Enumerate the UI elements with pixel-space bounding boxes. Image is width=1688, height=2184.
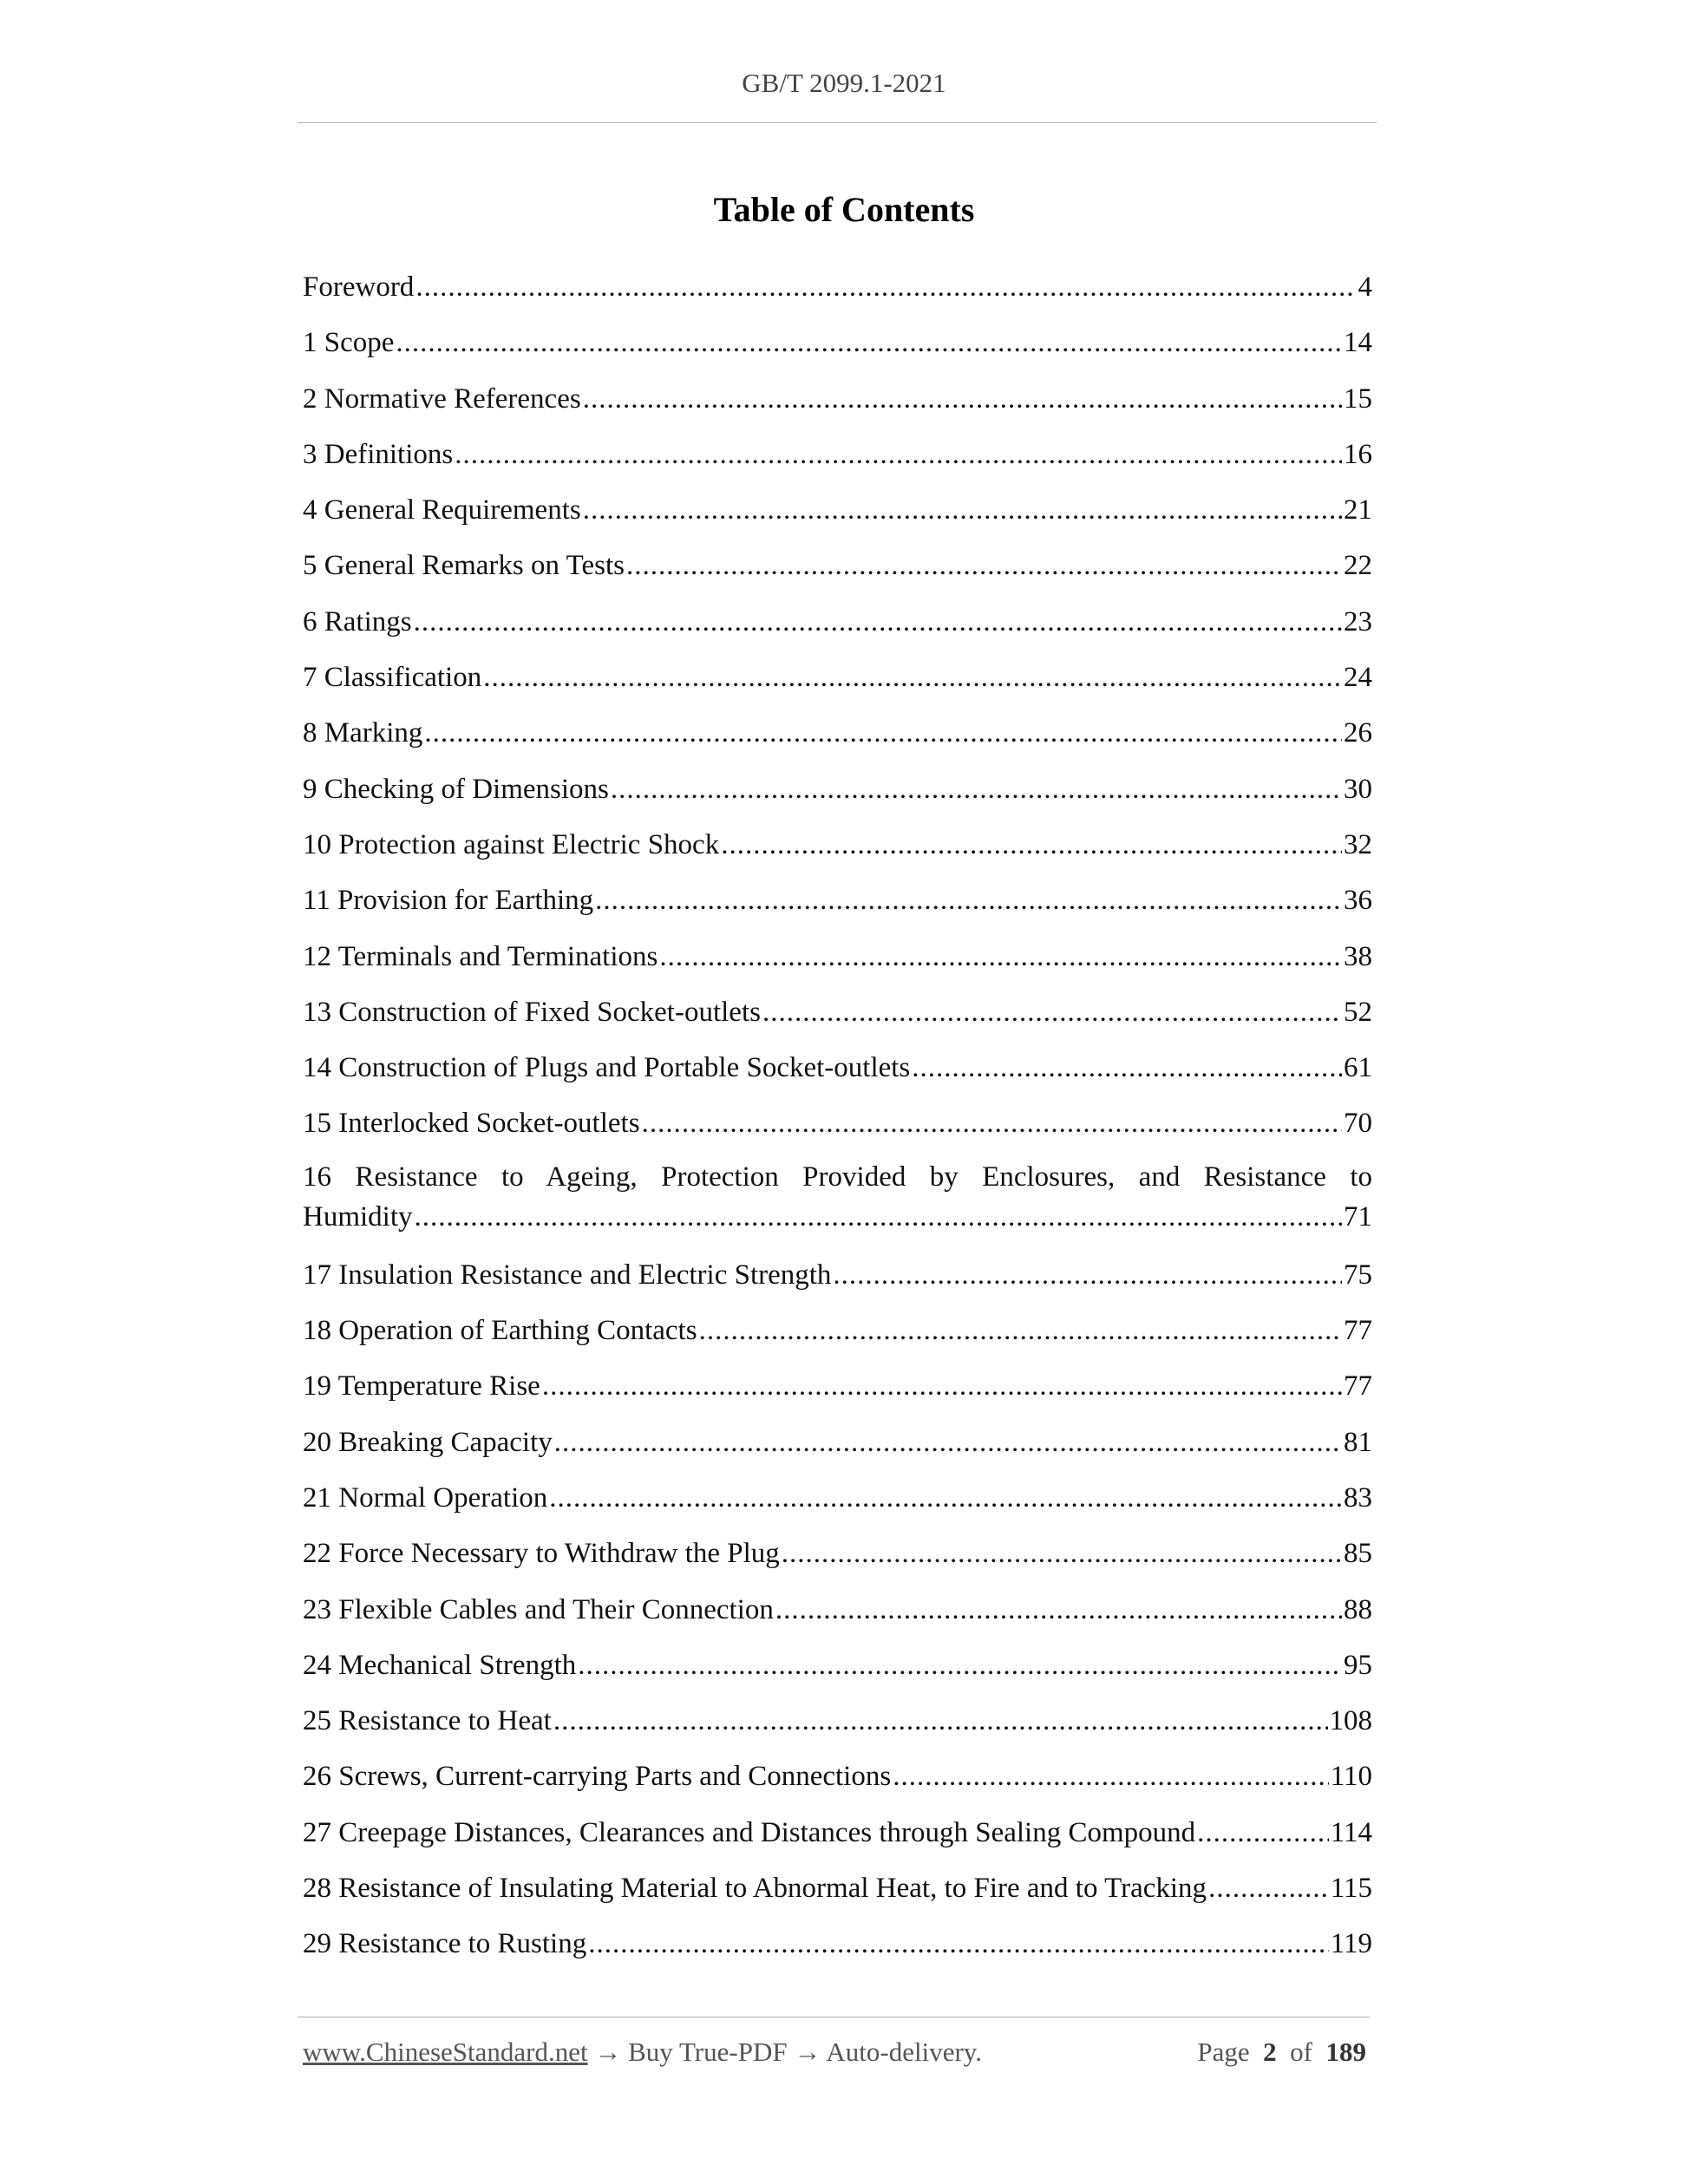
toc-entry[interactable] (303, 543, 1372, 598)
page-number (1197, 2037, 1366, 2068)
toc-entry[interactable] (303, 376, 1372, 432)
toc-entry-label: 11 Provision for Earthing (303, 885, 594, 917)
toc-entry[interactable] (303, 1866, 1372, 1921)
website-link[interactable]: www.ChineseStandard.net (303, 2037, 588, 2067)
toc-entry-page: 75 (1344, 1259, 1372, 1291)
toc-leader-dots (893, 1754, 1329, 1799)
toc-entry[interactable] (303, 878, 1372, 933)
toc-leader-dots (588, 1921, 1328, 1966)
toc-leader-dots (483, 655, 1342, 700)
toc-entry-page: 21 (1344, 494, 1372, 526)
toc-leader-dots (1208, 1866, 1329, 1911)
toc-entry-label: 27 Creepage Distances, Clearances and Distances through Sealing Compound (303, 1816, 1196, 1848)
toc-entry-label: Foreword (303, 271, 415, 303)
toc-leader-dots (642, 1101, 1342, 1146)
toc-leader-dots (549, 1475, 1342, 1520)
footer-promo (303, 2037, 982, 2068)
toc-entry[interactable] (303, 934, 1372, 990)
current-page: 2 (1263, 2037, 1277, 2067)
toc-entry-page: 38 (1344, 940, 1372, 972)
toc-entry[interactable] (303, 655, 1372, 710)
toc-entry-page: 95 (1344, 1649, 1372, 1681)
toc-entry-page: 85 (1344, 1538, 1372, 1570)
toc-entry[interactable] (303, 710, 1372, 766)
toc-entry-label: 14 Construction of Plugs and Portable Socket-outlets (303, 1052, 911, 1084)
toc-entry[interactable] (303, 1475, 1372, 1531)
toc-entry[interactable] (303, 1045, 1372, 1101)
toc-entry-label: 5 General Remarks on Tests (303, 550, 625, 582)
toc-entry[interactable] (303, 1810, 1372, 1866)
toc-entry-label: 13 Construction of Fixed Socket-outlets (303, 996, 761, 1028)
toc-leader-dots (912, 1045, 1342, 1090)
toc-leader-dots (553, 1698, 1328, 1743)
toc-entry-label: 19 Temperature Rise (303, 1370, 540, 1403)
toc-leader-dots (396, 320, 1342, 365)
toc-entry-label: 8 Marking (303, 717, 423, 749)
toc-entry[interactable] (303, 432, 1372, 487)
toc-entry[interactable] (303, 1420, 1372, 1475)
toc-entry-page: 77 (1344, 1370, 1372, 1403)
toc-leader-dots (1197, 1810, 1329, 1855)
toc-leader-dots (583, 376, 1342, 422)
toc-entry-page: 16 (1344, 438, 1372, 470)
toc-entry-page: 61 (1344, 1052, 1372, 1084)
toc-entry-label: 25 Resistance to Heat (303, 1705, 552, 1737)
toc-entry-label: 3 Definitions (303, 438, 454, 470)
header-divider (298, 122, 1377, 123)
toc-entry[interactable] (303, 822, 1372, 878)
toc-entry-page: 77 (1344, 1315, 1372, 1347)
toc-entry-label: 20 Breaking Capacity (303, 1426, 553, 1458)
toc-entry[interactable] (303, 1308, 1372, 1363)
toc-entry-label: 26 Screws, Current-carrying Parts and Connections (303, 1761, 892, 1793)
running-header: GB/T 2099.1-2021 (742, 68, 946, 98)
toc-entry-page: 52 (1344, 996, 1372, 1028)
page-footer (303, 2037, 1366, 2068)
toc-entry-label: 29 Resistance to Rusting (303, 1928, 587, 1960)
toc-entry-page: 81 (1344, 1426, 1372, 1458)
toc-leader-dots (611, 767, 1342, 812)
toc-leader-dots (455, 432, 1342, 477)
toc-leader-dots (595, 878, 1342, 923)
auto-delivery-text: Auto-delivery. (826, 2037, 983, 2067)
arrow-right-icon: → (794, 2037, 821, 2067)
toc-leader-dots (762, 990, 1342, 1035)
toc-entry[interactable] (303, 767, 1372, 822)
toc-entry[interactable] (303, 487, 1372, 543)
toc-entry-page: 110 (1330, 1761, 1372, 1793)
toc-entry[interactable] (303, 1101, 1372, 1156)
toc-entry[interactable] (303, 1754, 1372, 1809)
toc-leader-dots (542, 1363, 1342, 1409)
toc-entry-label: 4 General Requirements (303, 494, 581, 526)
toc-entry[interactable] (303, 1643, 1372, 1698)
toc-entry-page: 26 (1344, 717, 1372, 749)
toc-entry[interactable] (303, 1587, 1372, 1643)
toc-entry-page: 23 (1344, 605, 1372, 638)
toc-entry-page: 32 (1344, 828, 1372, 860)
toc-entry-label: 18 Operation of Earthing Contacts (303, 1315, 697, 1347)
toc-entry-page: 14 (1344, 327, 1372, 359)
toc-leader-dots (415, 1197, 1342, 1237)
toc-leader-dots (626, 543, 1342, 588)
toc-entry[interactable] (303, 1531, 1372, 1586)
toc-entry[interactable] (303, 1157, 1372, 1252)
toc-entry-label: 10 Protection against Electric Shock (303, 828, 720, 860)
toc-entry[interactable] (303, 1252, 1372, 1308)
arrow-right-icon: → (594, 2037, 622, 2067)
toc-entry-page: 30 (1344, 773, 1372, 805)
toc-entry-page: 15 (1344, 383, 1372, 415)
toc-leader-dots (721, 822, 1342, 867)
of-word: of (1290, 2037, 1312, 2067)
toc-entry[interactable] (303, 1921, 1372, 1977)
toc-entry-label: 23 Flexible Cables and Their Connection (303, 1593, 774, 1625)
toc-entry-page: 70 (1344, 1108, 1372, 1140)
table-of-contents (303, 265, 1372, 1978)
toc-leader-dots (554, 1420, 1342, 1465)
toc-entry-label: 12 Terminals and Terminations (303, 940, 658, 972)
toc-entry-label: 22 Force Necessary to Withdraw the Plug (303, 1538, 780, 1570)
toc-entry-label: 2 Normative References (303, 383, 581, 415)
toc-leader-dots (578, 1643, 1342, 1688)
total-pages: 189 (1325, 2037, 1366, 2067)
toc-leader-dots (415, 265, 1356, 310)
toc-entry-page: 24 (1344, 662, 1372, 694)
toc-entry-page: 22 (1344, 550, 1372, 582)
toc-entry-page: 83 (1344, 1481, 1372, 1514)
toc-leader-dots (775, 1587, 1342, 1632)
toc-entry-page: 4 (1358, 271, 1372, 303)
toc-leader-dots (833, 1252, 1342, 1298)
toc-entry-label: 28 Resistance of Insulating Material to Abnormal Heat, to Fire and to Tracking (303, 1873, 1207, 1905)
toc-entry[interactable] (303, 1363, 1372, 1419)
toc-entry[interactable] (303, 599, 1372, 655)
toc-leader-dots (782, 1531, 1342, 1576)
toc-leader-dots (424, 710, 1342, 755)
toc-entry-label: 1 Scope (303, 327, 395, 359)
toc-entry-label: Humidity (303, 1200, 413, 1233)
toc-entry-label: 17 Insulation Resistance and Electric Strength (303, 1259, 832, 1291)
toc-entry-page: 36 (1344, 885, 1372, 917)
toc-leader-dots (659, 934, 1342, 979)
toc-entry-page: 71 (1344, 1200, 1372, 1233)
toc-entry-label-line1: 16 Resistance to Ageing, Protection Provided by Enclosures, and Resistance to (303, 1161, 1372, 1193)
toc-entry-page: 115 (1330, 1873, 1372, 1905)
toc-entry[interactable] (303, 265, 1372, 320)
toc-leader-dots (414, 599, 1342, 644)
toc-leader-dots (699, 1308, 1342, 1353)
page-title: Table of Contents (713, 190, 975, 229)
toc-entry-label: 15 Interlocked Socket-outlets (303, 1108, 640, 1140)
toc-entry-page: 119 (1330, 1928, 1372, 1960)
toc-entry-label: 7 Classification (303, 662, 482, 694)
buy-pdf-text: Buy True-PDF (628, 2037, 788, 2067)
toc-entry-page: 108 (1329, 1705, 1372, 1737)
toc-leader-dots (583, 487, 1342, 533)
page-word: Page (1197, 2037, 1250, 2067)
toc-entry-page: 114 (1330, 1816, 1372, 1848)
toc-entry[interactable] (303, 1698, 1372, 1754)
toc-entry[interactable] (303, 990, 1372, 1045)
toc-entry-label: 21 Normal Operation (303, 1481, 548, 1514)
toc-entry-page: 88 (1344, 1593, 1372, 1625)
toc-entry-label: 6 Ratings (303, 605, 412, 638)
toc-entry-label: 24 Mechanical Strength (303, 1649, 577, 1681)
toc-entry-label: 9 Checking of Dimensions (303, 773, 609, 805)
toc-entry[interactable] (303, 320, 1372, 376)
